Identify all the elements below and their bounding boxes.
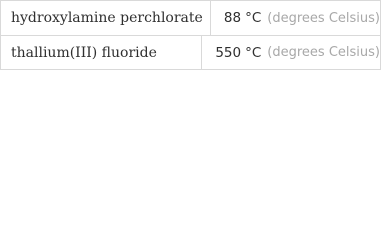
results-table <box>0 0 381 70</box>
unit-description: (degrees Celsius) <box>267 45 380 60</box>
value-cell <box>211 1 380 35</box>
compound-name: hydroxylamine perchlorate <box>1 1 211 35</box>
compound-name: thallium(III) fluoride <box>1 36 202 69</box>
value-number: 550 <box>215 44 242 61</box>
value-number: 88 <box>223 10 242 26</box>
value-cell <box>202 36 380 69</box>
table-row <box>1 35 380 69</box>
value-unit: °C <box>245 44 262 61</box>
unit-description: (degrees Celsius) <box>267 10 380 26</box>
value-unit: °C <box>245 10 262 26</box>
table-row <box>1 1 380 35</box>
